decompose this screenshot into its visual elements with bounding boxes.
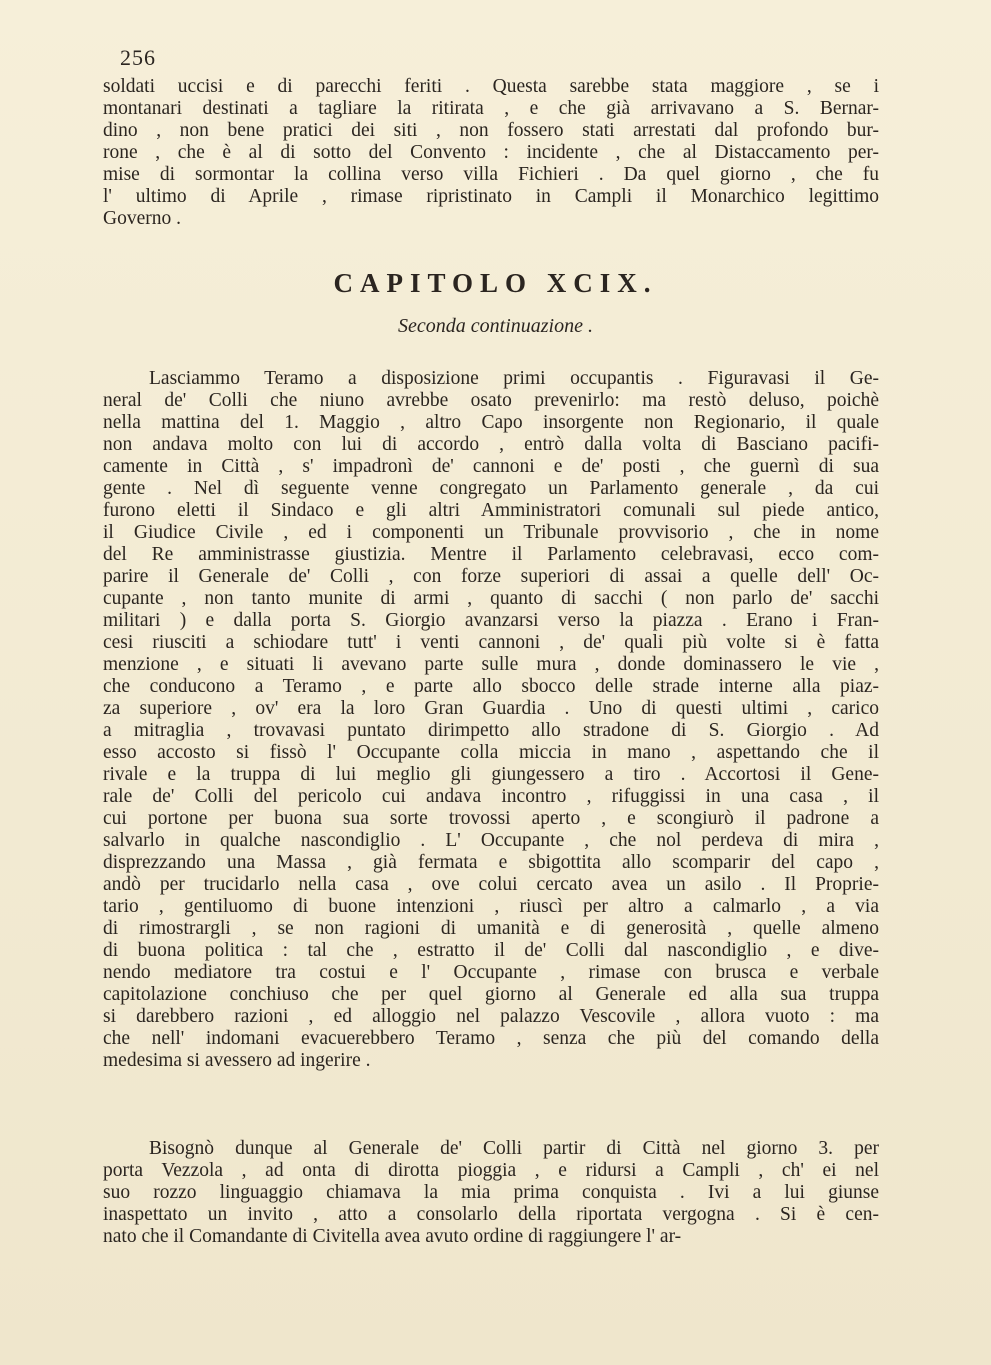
text-line: il Giudice Civile , ed i componenti un Tribunale provvisorio , che in nome [103, 522, 879, 543]
text-line: parire il Generale de' Colli , con forze superiori di assai a quelle dell' Oc- [103, 566, 879, 587]
text-line: inaspettato un invito , atto a consolarlo della riportata vergogna . Si è cen- [103, 1204, 879, 1225]
text-line: si darebbero razioni , ed alloggio nel palazzo Vescovile , allora vuoto : ma [103, 1006, 879, 1027]
text-line: che nell' indomani evacuerebbero Teramo , senza che più del comando della [103, 1028, 879, 1049]
text-line: che conducono a Teramo , e parte allo sbocco delle strade interne alla piaz- [103, 676, 879, 697]
text-line: disprezzando una Massa , già fermata e sbigottita allo scomparir del capo , [103, 852, 879, 873]
text-line: andò per trucidarlo nella casa , ove colui cercato avea un asilo . Il Proprie- [103, 874, 879, 895]
text-line: cui portone per buona sua sorte trovossi aperto , e scongiurò il padrone a [103, 808, 879, 829]
text-line: porta Vezzola , ad onta di dirotta pioggia , e ridursi a Campli , ch' ei nel [103, 1160, 879, 1181]
text-line: Bisognò dunque al Generale de' Colli partir di Città nel giorno 3. per [149, 1138, 879, 1159]
text-line: soldati uccisi e di parecchi feriti . Questa sarebbe stata maggiore , se i [103, 76, 879, 97]
top-paragraph [103, 76, 879, 230]
text-line: suo rozzo linguaggio chiamava la mia prima conquista . Ivi a lui giunse [103, 1182, 879, 1203]
text-line: rone , che è al di sotto del Convento : incidente , che al Distaccamento per- [103, 142, 879, 163]
text-line: neral de' Colli che niuno avrebbe osato prevenirlo: ma restò deluso, poichè [103, 390, 879, 411]
text-line: medesima si avessero ad ingerire . [103, 1050, 371, 1071]
text-line: nato che il Comandante di Civitella avea avuto ordine di raggiungere l' ar- [103, 1226, 682, 1247]
text-line: cesi riusciti a schiodare tutt' i venti cannoni , de' quali più volte si è fatta [103, 632, 879, 653]
text-line: rivale e la truppa di lui meglio gli giungessero a tiro . Accortosi il Gene- [103, 764, 879, 785]
text-line: za superiore , ov' era la loro Gran Guardia . Uno di questi ultimi , carico [103, 698, 879, 719]
text-line: di buona politica : tal che , estratto il de' Colli dal nascondiglio , e dive- [103, 940, 879, 961]
text-line: Governo . [103, 208, 181, 229]
text-line: salvarlo in qualche nascondiglio . L' Occupante , che nol perdeva di mira , [103, 830, 879, 851]
text-line: camente in Città , s' impadronì de' cannoni e de' posti , che guernì di sua [103, 456, 879, 477]
text-line: menzione , e situati li avevano parte sulle mura , donde dominassero le vie , [103, 654, 879, 675]
text-line: dino , non bene pratici dei siti , non fossero stati arrestati dal profondo bur- [103, 120, 879, 141]
text-line: capitolazione conchiuso che per quel giorno al Generale ed alla sua truppa [103, 984, 879, 1005]
text-line: furono eletti il Sindaco e gli altri Amministratori comunali sul piede antico, [103, 500, 879, 521]
paragraph-1 [103, 368, 879, 1072]
text-line: Lasciammo Teramo a disposizione primi occupantis . Figuravasi il Ge- [149, 368, 879, 389]
text-line: cupante , non tanto munite di armi , quanto di sacchi ( non parlo de' sacchi [103, 588, 879, 609]
page-number: 256 [120, 45, 156, 70]
chapter-subtitle: Seconda continuazione . [398, 315, 593, 337]
text-line: nella mattina del 1. Maggio , altro Capo insorgente non Regionario, il quale [103, 412, 879, 433]
chapter-title: CAPITOLO XCIX. [333, 268, 658, 298]
text-line: gente . Nel dì seguente venne congregato un Parlamento generale , da cui [103, 478, 879, 499]
text-line: militari ) e dalla porta S. Giorgio avanzarsi verso la piazza . Erano i Fran- [103, 610, 879, 631]
text-line: mise di sormontar la collina verso villa Fichieri . Da quel giorno , che fu [103, 164, 879, 185]
paragraph-2 [103, 1138, 879, 1248]
text-line: l' ultimo di Aprile , rimase ripristinato in Campli il Monarchico legittimo [103, 186, 879, 207]
text-line: tario , gentiluomo di buone intenzioni , riuscì per altro a calmarlo , a via [103, 896, 879, 917]
text-line: esso accosto si fissò l' Occupante colla miccia in mano , aspettando che il [103, 742, 879, 763]
text-line: rale de' Colli del pericolo cui andava incontro , rifuggissi in una casa , il [103, 786, 879, 807]
text-line: a mitraglia , trovavasi puntato dirimpetto allo stradone di S. Giorgio . Ad [103, 720, 879, 741]
text-line: montanari destinati a tagliare la ritirata , e che già arrivavano a S. Bernar- [103, 98, 879, 119]
text-line: non andava molto con lui di accordo , entrò dalla volta di Basciano pacifi- [103, 434, 879, 455]
text-line: nendo mediatore tra costui e l' Occupante , rimase con brusca e verbale [103, 962, 879, 983]
text-line: di rimostrargli , se non ragioni di umanità e di generosità , quelle almeno [103, 918, 879, 939]
text-line: del Re amministrasse giustizia. Mentre il Parlamento celebravasi, ecco com- [103, 544, 879, 565]
